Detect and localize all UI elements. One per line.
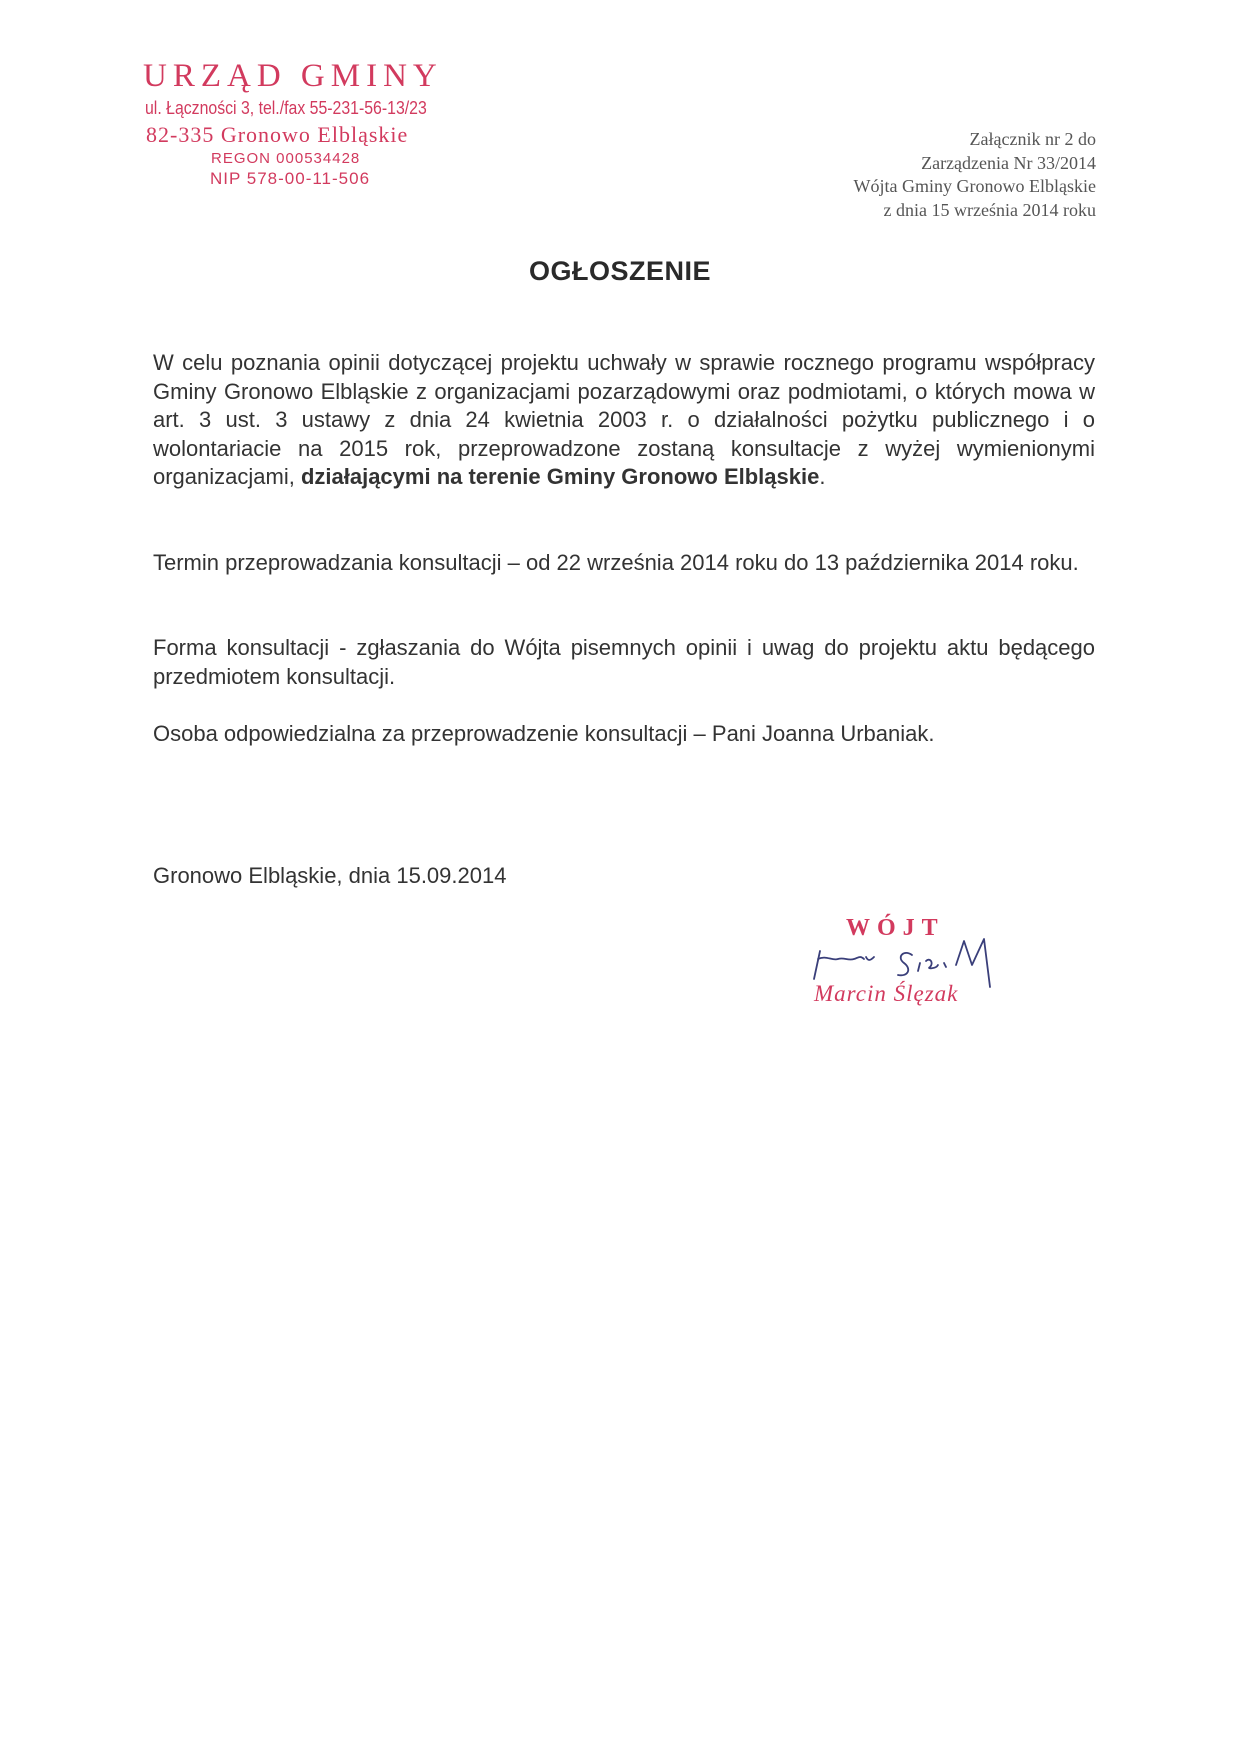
annex-line: Wójta Gminy Gronowo Elbląskie (853, 176, 1096, 196)
signature-title: WÓJT (846, 915, 945, 941)
annex-note (854, 128, 1096, 222)
paragraph-intro-text: W celu poznania opinii dotyczącej projektu uchwały w sprawie rocznego programu współpracy Gminy Gronowo Elbląskie z organizacjami pozarządowymi oraz podmiotami, o których mowa w art. 3 ust. 3 ustawy z dnia 24 kwietnia 2003 r. o działalności pożytku publicznego i o wolontariacie na 2015 rok, przeprowadzone zostaną konsultacje z wyżej wymienionymi organizacjami, (153, 350, 1095, 489)
annex-line: z dnia 15 września 2014 roku (883, 199, 1096, 220)
paragraph-term: Termin przeprowadzania konsultacji – od 22 września 2014 roku do 13 października 2014 roku. (153, 550, 1079, 575)
stamp-address: ul. Łączności 3, tel./fax 55-231-56-13/23 (145, 98, 427, 118)
stamp-regon: REGON 000534428 (211, 150, 361, 167)
signature-stamp (808, 915, 1028, 1015)
paragraph-intro-end: . (819, 464, 826, 489)
stamp-city: 82-335 Gronowo Elbląskie (146, 122, 409, 147)
place-and-date: Gronowo Elbląskie, dnia 15.09.2014 (153, 863, 507, 888)
stamp-title: URZĄD GMINY (143, 58, 443, 94)
annex-line: Załącznik nr 2 do (969, 129, 1096, 149)
stamp-nip: NIP 578-00-11-506 (210, 169, 371, 188)
paragraph-form: Forma konsultacji - zgłaszania do Wójta pisemnych opinii i uwag do projektu aktu będącego przedmiotem konsultacji. (153, 635, 1095, 689)
paragraph-intro-bold: działającymi na terenie Gminy Gronowo Elbląskie (300, 464, 820, 489)
annex-line: Zarządzenia Nr 33/2014 (921, 152, 1096, 173)
paragraph-intro (153, 349, 1095, 492)
document-title: OGŁOSZENIE (528, 256, 712, 286)
paragraph-responsible: Osoba odpowiedzialna za przeprowadzenie konsultacji – Pani Joanna Urbaniak. (153, 721, 935, 746)
signature-name: Marcin Ślęzak (814, 981, 959, 1006)
